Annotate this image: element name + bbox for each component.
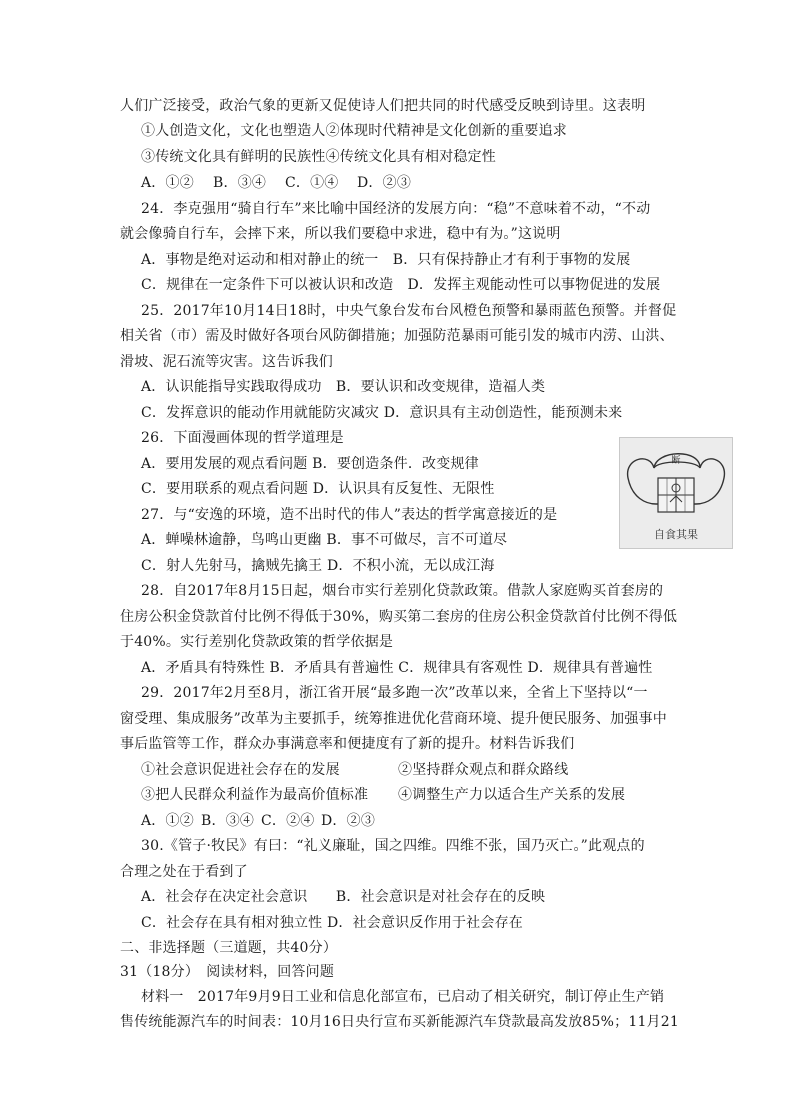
question-30: 30.《管子·牧民》有曰：“礼义廉耻，国之四维。四维不张，国乃灭亡。”此观点的: [141, 838, 645, 854]
option-line: A．矛盾具有特殊性 B．矛盾具有普遍性 C．规律具有客观性 D．规律具有普遍性: [141, 660, 653, 676]
question-25: 25．2017年10月14日18时，中央气象台发布台风橙色预警和暴雨蓝色预警。并督促: [141, 303, 677, 319]
material-line: 售传统能源汽车的时间表：10月16日央行宣布买新能源汽车贷款最高发放85%；11月21: [120, 1014, 679, 1030]
question-27: 27．与“安逸的环境，造不出时代的伟人”表达的哲学寓意接近的是: [141, 507, 558, 523]
option-line: C．要用联系的观点看问题 D．认识具有反复性、无限性: [141, 481, 495, 497]
statement-3: ③把人民群众利益作为最高价值标准: [141, 787, 369, 803]
text-line: 相关省（市）需及时做好各项台风防御措施；加强防范暴雨可能引发的城市内涝、山洪、: [120, 328, 674, 344]
text-line: 于40%。实行差别化贷款政策的哲学依据是: [120, 634, 394, 650]
material-line: 材料一 2017年9月9日工业和信息化部宣布，已启动了相关研究，制订停止生产销: [141, 989, 665, 1005]
option-b: B．③④: [213, 175, 267, 191]
option-a: A．①②: [141, 175, 194, 191]
option-line: A．认识能指导实践取得成功 B．要认识和改变规律，造福人类: [141, 379, 546, 395]
option-line: ①人创造文化，文化也塑造人②体现时代精神是文化创新的重要追求: [141, 123, 567, 139]
option-c: C．①④: [285, 175, 339, 191]
text-line: 事后监管等工作，群众办事满意率和便捷度有了新的提升。材料告诉我们: [120, 736, 575, 752]
option-line: ③传统文化具有鲜明的民族性④传统文化具有相对稳定性: [141, 149, 496, 165]
q29-options: [141, 811, 375, 831]
text-line: 合理之处在于看到了: [120, 864, 248, 880]
cartoon-image: [619, 437, 733, 549]
option-b: B．③④: [201, 813, 255, 829]
question-26: 26．下面漫画体现的哲学道理是: [141, 430, 344, 446]
option-d: D．②③: [321, 813, 376, 829]
option-line: A．要用发展的观点看问题 B．要创造条件．改变规律: [141, 456, 479, 472]
option-line: A．社会存在决定社会意识 B．社会意识是对社会存在的反映: [141, 889, 546, 905]
text-line: 就会像骑自行车，会摔下来，所以我们要稳中求进，稳中有为。”这说明: [120, 226, 561, 242]
text-line: 住房公积金贷款首付比例不得低于30%，购买第二套房的住房公积金贷款首付比例不得低: [120, 609, 678, 625]
option-d: D．②③: [357, 175, 412, 191]
question-28: 28．自2017年8月15日起，烟台市实行差别化贷款政策。借款人家庭购买首套房的: [141, 583, 664, 599]
option-line: A．蝉噪林逾静，鸟鸣山更幽 B．事不可做尽，言不可道尽: [141, 532, 508, 548]
section-heading: 二、非选择题（三道题，共40分）: [120, 940, 338, 956]
option-c: C．②④: [261, 813, 315, 829]
statement-1: ①社会意识促进社会存在的发展: [141, 762, 340, 778]
option-line: C．规律在一定条件下可以被认识和改造 D．发挥主观能动性可以事物促进的发展: [141, 277, 661, 293]
q29-statements-row1: [141, 760, 568, 780]
option-line: C．社会存在具有相对独立性 D．社会意识反作用于社会存在: [141, 915, 523, 931]
question-29: 29．2017年2月至8月，浙江省开展“最多跑一次”改革以来，全省上下坚持以“一: [141, 685, 648, 701]
option-line: C．射人先射马，擒贼先擒王 D．不积小流，无以成江海: [141, 558, 495, 574]
statement-2: ②坚持群众观点和群众路线: [398, 762, 569, 778]
option-line: C．发挥意识的能动作用就能防灾减灾 D．意识具有主动创造性，能预测未来: [141, 405, 623, 421]
option-line: A．事物是绝对运动和相对静止的统一 B．只有保持静止才有利于事物的发展: [141, 252, 631, 268]
text-line: 窗受理、集成服务”改革为主要抓手，统筹推进优化营商环境、提升便民服务、加强事中: [120, 711, 667, 727]
hat-label: 断: [671, 456, 681, 466]
cartoon-caption: 自食其果: [654, 528, 698, 541]
text-line: 滑坡、泥石流等灾害。这告诉我们: [120, 354, 333, 370]
question-24: 24．李克强用“骑自行车”来比喻中国经济的发展方向：“稳”不意味着不动，“不动: [141, 201, 651, 217]
statement-4: ④调整生产力以适合生产关系的发展: [398, 787, 626, 803]
q23-options: [141, 173, 411, 193]
text-line: 人们广泛接受，政治气象的更新又促使诗人们把共同的时代感受反映到诗里。这表明: [120, 98, 646, 114]
option-a: A．①②: [141, 813, 194, 829]
question-31-heading: 31（18分） 阅读材料，回答问题: [120, 964, 335, 980]
q29-statements-row2: [141, 785, 625, 805]
